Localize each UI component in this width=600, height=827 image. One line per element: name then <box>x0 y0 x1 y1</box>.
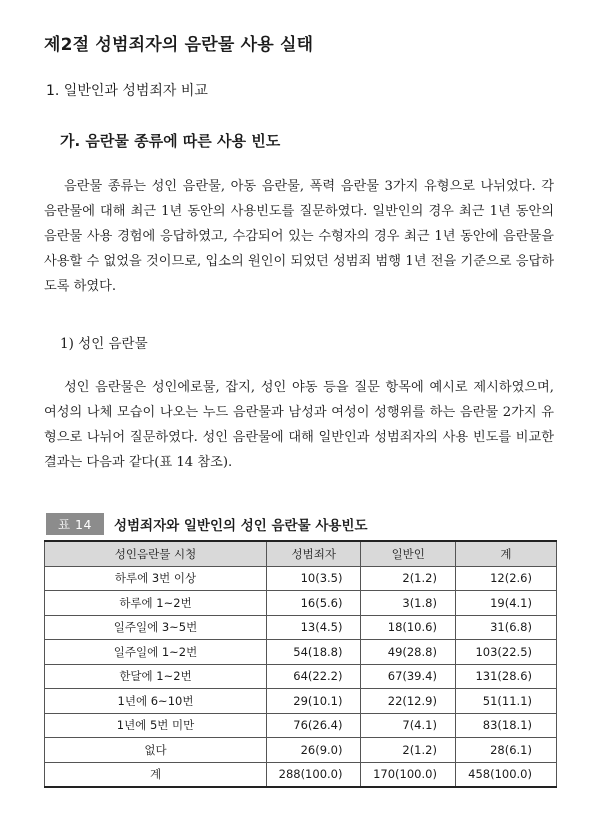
table-row <box>45 615 557 640</box>
table-row <box>45 713 557 738</box>
table-cell: 51(11.1) <box>455 689 556 714</box>
table-cell: 7(4.1) <box>361 713 455 738</box>
table-cell: 64(22.2) <box>267 664 361 689</box>
table-row <box>45 640 557 665</box>
table-cell: 없다 <box>45 738 267 763</box>
table-row <box>45 664 557 689</box>
table-cell: 67(39.4) <box>361 664 455 689</box>
table-row <box>45 689 557 714</box>
table-cell: 2(1.2) <box>361 738 455 763</box>
usage-frequency-table <box>44 540 557 788</box>
table-cell: 83(18.1) <box>455 713 556 738</box>
table-cell: 하루에 3번 이상 <box>45 566 267 591</box>
table-total-row <box>45 762 557 787</box>
table-cell: 1년에 6~10번 <box>45 689 267 714</box>
table-cell: 49(28.8) <box>361 640 455 665</box>
table-cell: 16(5.6) <box>267 591 361 616</box>
table-cell: 3(1.8) <box>361 591 455 616</box>
table-cell: 103(22.5) <box>455 640 556 665</box>
table-cell: 일주일에 3~5번 <box>45 615 267 640</box>
table-cell: 13(4.5) <box>267 615 361 640</box>
table-cell: 1년에 5번 미만 <box>45 713 267 738</box>
paragraph-2: 성인 음란물은 성인에로물, 잡지, 성인 야동 등을 질문 항목에 예시로 제시하였으며, 여성의 나체 모습이 나오는 누드 음란물과 남성과 여성이 성행위를 하는 음란물 2가지 유형으로 나뉘어 질문하였다. 성인 음란물에 대해 일반인과 성범죄자의 사용 빈도를 비교한 결과는 다음과 같다(표 14 참조). <box>44 380 554 470</box>
table-header-row <box>45 541 557 566</box>
paragraph-1: 음란물 종류는 성인 음란물, 아동 음란물, 폭력 음란물 3가지 유형으로 나뉘었다. 각 음란물에 대해 최근 1년 동안의 사용빈도를 질문하였다. 일반인의 경우 최근 1년 동안의 음란물 사용 경험에 응답하였고, 수감되어 있는 수형자의 경우 최근 1년 동안에 음란물을 사용할 수 없었을 것이므로, 입소의 원인이 되었던 성범죄 범행 1년 전을 기준으로 응답하도록 하였다. <box>44 179 554 294</box>
table-row <box>45 738 557 763</box>
table-cell: 한달에 1~2번 <box>45 664 267 689</box>
section-title: 제2절 성범죄자의 음란물 사용 실태 <box>44 35 314 55</box>
header-cell: 일반인 <box>361 541 455 566</box>
header-cell: 성범죄자 <box>267 541 361 566</box>
table-cell: 76(26.4) <box>267 713 361 738</box>
item-title: 1) 성인 음란물 <box>60 336 148 352</box>
table-row <box>45 591 557 616</box>
table-cell: 54(18.8) <box>267 640 361 665</box>
table-cell: 131(28.6) <box>455 664 556 689</box>
subsection-title: 1. 일반인과 성범죄자 비교 <box>46 83 208 99</box>
table-cell: 170(100.0) <box>361 762 455 787</box>
table-cell: 18(10.6) <box>361 615 455 640</box>
table-cell: 31(6.8) <box>455 615 556 640</box>
table-caption <box>46 513 368 535</box>
table-cell: 28(6.1) <box>455 738 556 763</box>
header-cell: 성인음란물 시청 <box>45 541 267 566</box>
table-cell: 29(10.1) <box>267 689 361 714</box>
table-cell: 22(12.9) <box>361 689 455 714</box>
table-cell: 일주일에 1~2번 <box>45 640 267 665</box>
table-cell: 10(3.5) <box>267 566 361 591</box>
table-title: 성범죄자와 일반인의 성인 음란물 사용빈도 <box>113 518 368 534</box>
subsubsection-title: 가. 음란물 종류에 따른 사용 빈도 <box>60 132 281 150</box>
table-cell: 19(4.1) <box>455 591 556 616</box>
table-number-badge: 표 14 <box>46 513 104 535</box>
table-cell: 12(2.6) <box>455 566 556 591</box>
table-cell: 288(100.0) <box>267 762 361 787</box>
header-cell: 계 <box>455 541 556 566</box>
table-cell: 2(1.2) <box>361 566 455 591</box>
table-cell: 하루에 1~2번 <box>45 591 267 616</box>
table-cell: 계 <box>45 762 267 787</box>
table-row <box>45 566 557 591</box>
table-cell: 458(100.0) <box>455 762 556 787</box>
table-cell: 26(9.0) <box>267 738 361 763</box>
